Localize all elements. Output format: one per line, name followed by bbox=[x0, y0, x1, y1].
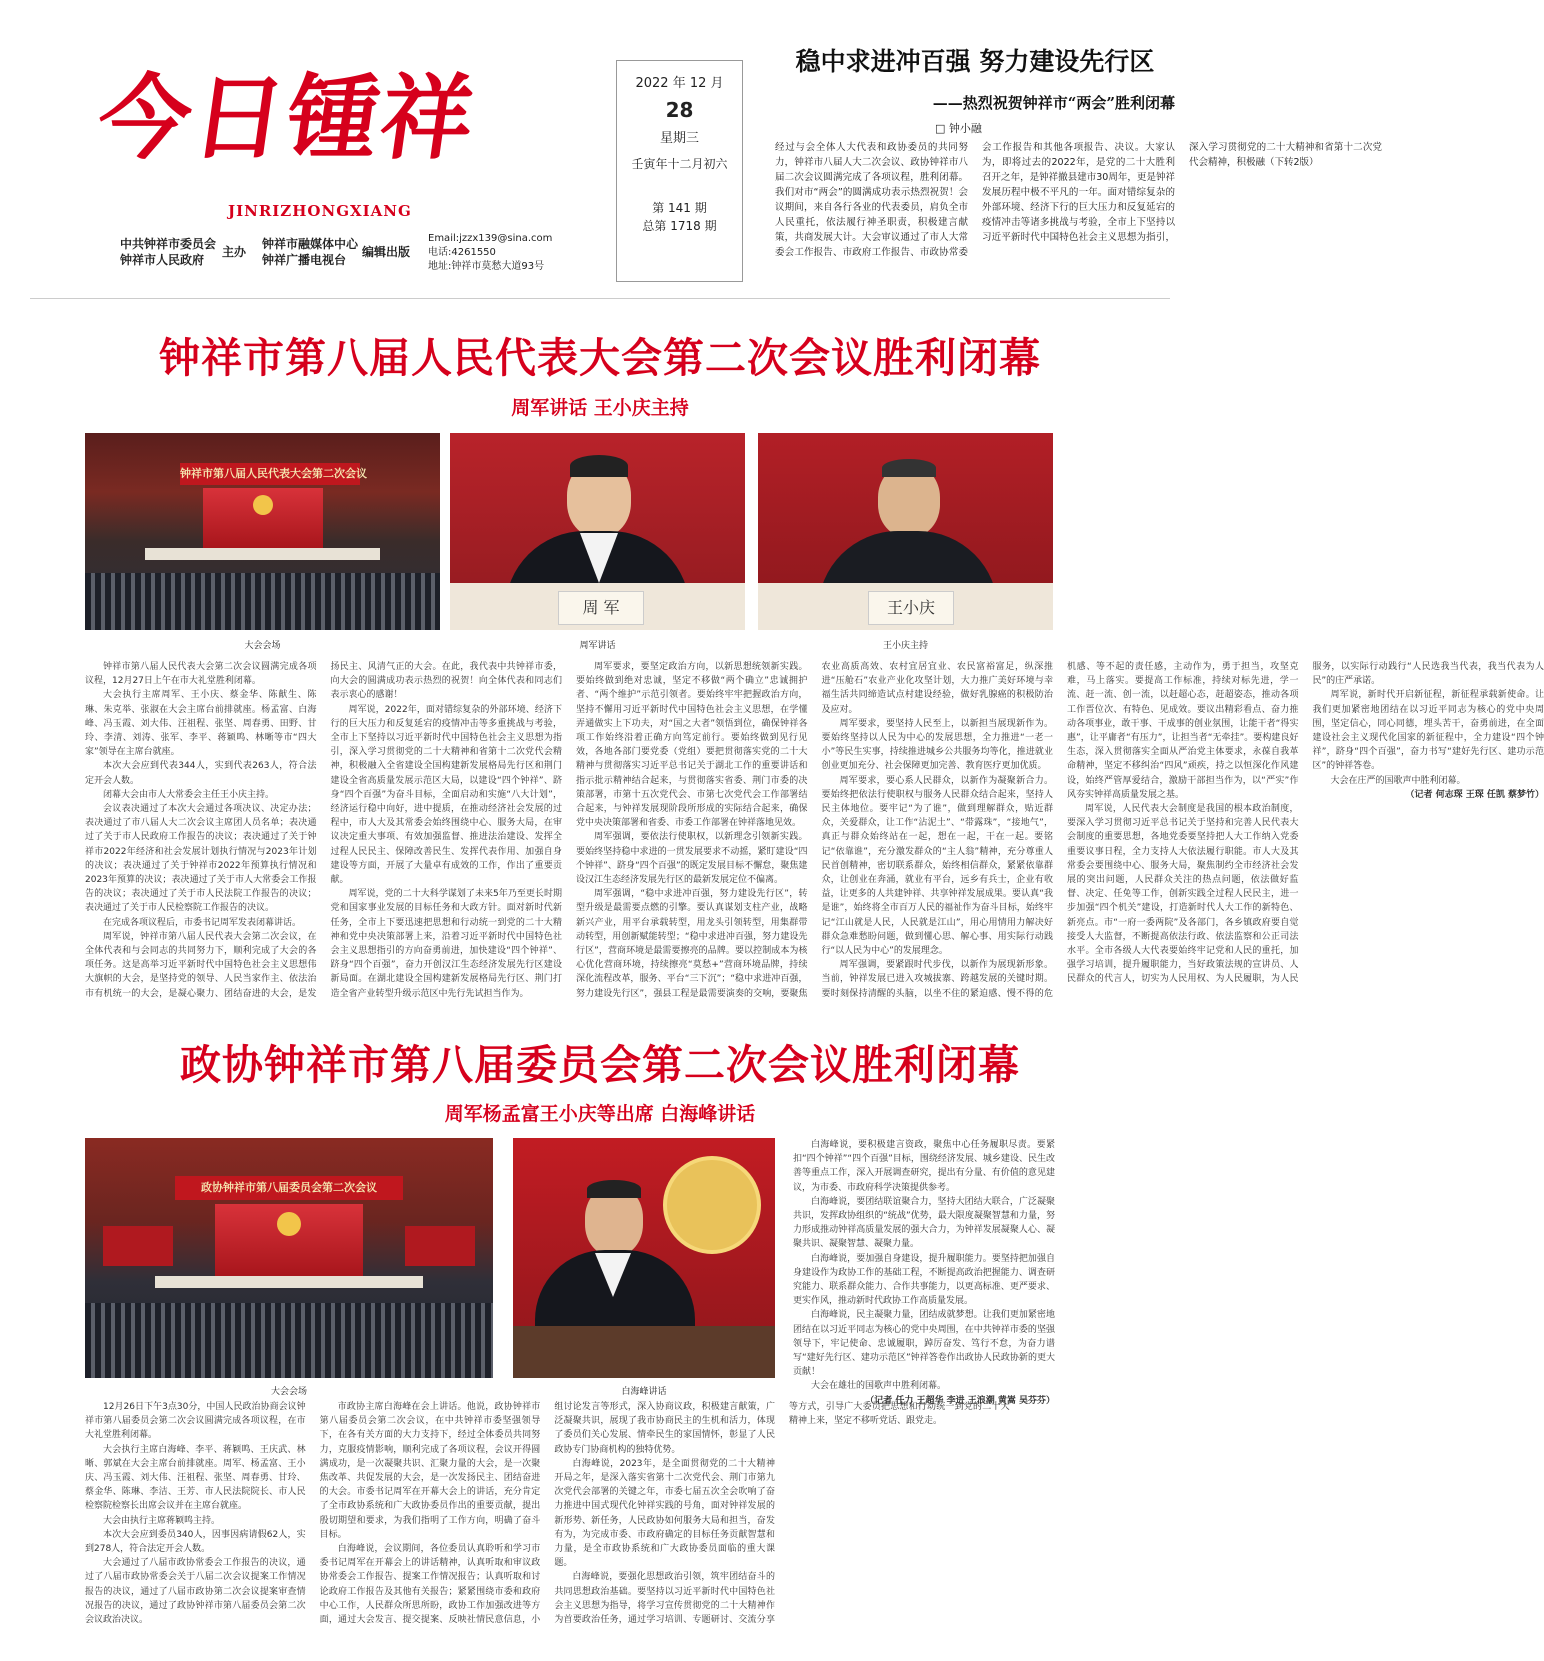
publisher-role: 编辑出版 bbox=[362, 245, 411, 259]
story1-paragraph: 周军说，钟祥市第八届人民代表大会第二次会议，在全体代表和与会同志的共同努力下，顺利完成了大会的各项任务。这是高举习近平新时代中国特色社会主义思想伟大旗帜的大会，是坚持党的领导、人民当家作主、依法治市有机统一的大会，是凝心聚力、团结奋进的大会，是发扬民主、风清气正的大会。在此，我代表中共钟祥市委，向大会的圆满成功表示热烈的祝贺！向全体代表和同志们表示衷心的感谢！ bbox=[85, 662, 562, 999]
story1-subhead: 周军讲话 王小庆主持 bbox=[511, 397, 689, 419]
speaker2-hair bbox=[587, 1180, 641, 1198]
story2-reporter: （记者 任力 王超华 李进 王浪潮 黄嵩 吴芬芬） bbox=[865, 1395, 1055, 1406]
story2-paragraph: 白海峰说，要强化思想政治引领，筑牢团结奋斗的共同思想政治基础。要坚持以习近平新时代中国特色社会主义思想为指导，将学习宣传贯彻党的二十大精神作为首要政治任务，通过学习培训、专题研讨、交流分享等方式，引导广大委员把思想和行动统一到党的二十大精神上来，坚定不移听党话、跟党走。 bbox=[554, 1402, 1010, 1626]
speaker-hair bbox=[570, 455, 628, 477]
story1-paragraph: 大会执行主席周军、王小庆、蔡金华、陈献生、陈琳、朱克举、张淑在大会主席台前排就座。杨孟富、白海峰、冯玉霞、刘大伟、汪祖程、张坚、周春勇、田野、甘玲、李清、刘涛、张军、李平、蒋颖鸣、林晰等市“四大家”领导在主席台就座。 bbox=[85, 690, 317, 758]
story2-paragraph: 白海峰说，2023年，是全面贯彻党的二十大精神开局之年，是深入落实省第十二次党代会、荆门市第九次党代会部署的关键之年，市委七届五次全会吹响了奋力推进中国式现代化钟祥实践的号角，面对钟祥发展的新形势、新任务，人民政协如何服务大局和担当，奋发有为，为完成市委、市政府确定的目标任务贡献智慧和力量，是全市政协系统和广大政协委员面临的重大课题。 bbox=[554, 1458, 775, 1569]
story1-paragraph: 钟祥市第八届人民代表大会第二次会议圆满完成各项议程，12月27日上午在市大礼堂胜利闭幕。 bbox=[85, 662, 317, 687]
story1-reporter: （记者 何志琛 王琛 任凯 蔡梦竹） bbox=[1405, 789, 1544, 800]
story2-paragraph: 白海峰说，要团结联谊聚合力，坚持大团结大联合，广泛凝聚共识，发挥政协组织的“统战”优势，最大限度凝聚智慧和力量，努力形成推动钟祥高质量发展的强大合力，为钟祥发展凝聚人心、凝聚共识、凝聚智慧、凝聚力量。 bbox=[793, 1196, 1055, 1250]
story1-photo-zhoujun bbox=[450, 433, 745, 630]
sponsor-role: 主办 bbox=[222, 245, 247, 259]
date-day: 28 bbox=[665, 98, 694, 122]
publishers bbox=[262, 236, 358, 268]
date-weekday: 星期三 bbox=[659, 131, 699, 146]
story1-caption-wangxiaoqing: 王小庆主持 bbox=[882, 641, 928, 651]
story1-headline: 钟祥市第八届人民代表大会第二次会议胜利闭幕 bbox=[159, 334, 1041, 382]
story1-paragraph: 周军要求，要心系人民群众，以新作为凝聚新合力。要始终把依法行使职权与服务人民群众结合起来，坚持人民主体地位。要牢记“为了谁”，做到理解群众，贴近群众，关爱群众，让工作“沾泥土”、“带露珠”，“接地气”，真正与群众始终站在一起，想在一起，干在一起。要铭记“依靠谁”，充分激发群众的“主人翁”精神，充分尊重人民首创精神，密切联系群众，始终相信群众，紧紧依靠群众，让创业在奔涌，就业有平台，远乡有兵士，企业有收益，让更多的人共建钟祥、共享钟祥发展成果。要认真“我是谁”，始终将全市百万人民的福祉作为奋斗目标，始终牢记“江山就是人民，人民就是江山”，用心用情用力解决好群众急难愁盼问题，做到懂心思、解心事、用实际行动践行“以人民为中心”的发展理念。 bbox=[821, 775, 1053, 957]
masthead-pinyin: JINRIZHONGXIANG bbox=[228, 202, 412, 220]
story1-paragraph: 周军强调，要紧跟时代步伐，以新作为展现新形象。当前，钟祥发展已进入攻城拔寨、跨越发展的关键时期。要时刻保持清醒的头脑，以坐不住的紧迫感、慢不得的危机感、等不起的责任感，主动作为，勇于担当，攻坚克难，马上落实。要提高工作标准，持续对标先进，学一流、赶一流、创一流，以赶超心态，赶超姿态，推动各项工作晋位次、有特色、见成效。要议出精彩看点、奋力推动各项事业，敢干事、干成事的创业氛围，让能干者“得实惠”，让平庸者“有压力”，让担当者“无牵挂”。要构建良好生态，深入贯彻落实全面从严治党主体要求，永葆自我革命精神，坚定不移纠治“四风”顽疾，持之以恒深化作风建设，始终严管厚爱结合，激励干部担当作为，以“严实”作风夯实钟祥高质量发展之基。 bbox=[821, 662, 1299, 999]
story1-photo-hall bbox=[85, 433, 440, 630]
story2-paragraph: 大会由执行主席蒋颖鸣主持。 bbox=[103, 1515, 221, 1526]
story2-headline: 政协钟祥市第八届委员会第二次会议胜利闭幕 bbox=[180, 1041, 1020, 1089]
contact-phone: 电话:4261550 bbox=[428, 247, 496, 258]
story2-paragraph: 12月26日下午3点30分，中国人民政治协商会议钟祥市第八届委员会第二次会议圆满完成各项议程，在市大礼堂胜利闭幕。 bbox=[85, 1402, 306, 1441]
story2-body-main bbox=[85, 1400, 1010, 1640]
contact-info bbox=[428, 232, 552, 274]
issue-number: 第 141 期 bbox=[652, 201, 707, 215]
sponsor-government: 钟祥市人民政府 bbox=[120, 253, 205, 267]
story1-body bbox=[85, 660, 1544, 1014]
cppcc-emblem-icon bbox=[277, 1212, 301, 1236]
lead-title: 稳中求进冲百强 努力建设先行区 bbox=[795, 47, 1155, 76]
story1-paragraph: 周军说，人民代表大会制度是我国的根本政治制度，要深入学习贯彻习近平总书记关于坚持和完善人民代表大会制度的重要思想，各地党委要坚持把人大工作纳入党委重要议事日程，全力支持人大依法履行职能。市人大及其常委会要围绕中心、服务大局，聚焦制约全市经济社会发展的突出问题，人民群众关注的热点问题，依法做好监督、决定、任免等工作，创新实践全过程人民民主，进一步加强“四个机关”建设，打造新时代人大工作的新特色、新亮点。市“一府一委两院”及各部门，各乡镇政府要自觉接受人大监督，不断提高依法行政、依法监察和公正司法水平。全市各级人大代表要始终牢记党和人民的重托，加强学习培训，提升履职能力，当好政策法规的宣讲员、人民群众的代言人，切实为人民用权、为人民履职，为人民服务，以实际行动践行“人民选我当代表，我当代表为人民”的庄严承诺。 bbox=[1067, 662, 1544, 985]
story2-paragraph: 大会执行主席白海峰、李平、蒋颖鸣、王庆武、林晰、郭斌在大会主席台前排就座。周军、杨孟富、王小庆、冯玉霞、刘大伟、汪祖程、张坚、周春勇、甘玲、蔡金华、陈琳、李洁、王芳、市人民法院院长、市人民检察院检察长出席会议并在主席台就座。 bbox=[85, 1444, 306, 1512]
story2-paragraph: 白海峰说，会议期间，各位委员认真聆听和学习市委书记周军在开幕会上的讲话精神，认真听取和审议政协常委会工作报告、提案工作情况报告；认真听取和讨论政府工作报告及其他有关报告；紧紧围绕市委和政府中心工作，人民群众所思所盼，政协工作加强改进等方面，通过大会发言、提交提案、反映社情民意信息，小组讨论发言等形式，深入协商议政，积极建言献策，广泛凝聚共识，展现了我市协商民主的生机和活力，体现了委员们关心发展、情牵民生的家国情怀，彰显了人民政协专门协商机构的独特优势。 bbox=[319, 1402, 775, 1626]
lead-byline: □ 钟小融 bbox=[935, 122, 982, 135]
date-year-month: 2022 年 12 月 bbox=[635, 76, 724, 91]
story1-photo-wangxiaoqing bbox=[758, 433, 1053, 630]
story2-audience bbox=[85, 1303, 493, 1378]
story1-paragraph: 周军说，2022年，面对错综复杂的外部环境、经济下行的巨大压力和反复延宕的疫情冲击等多重挑战与考验，全市上下坚持以习近平新时代中国特色社会主义思想为指引，深入学习贯彻党的二十大精神和省第十二次党代会精神，积极融入全省建设全国构建新发展格局先行区和荆门建设全省高质量发展示范区大局，以建设“四个钟祥”、跻身“四个百强”为奋斗目标，全面启动和实施“八大计划”，经济运行稳中向好，进中提质，在推动经济社会发展的过程中，市人大及其常委会始终围绕中心、服务大局，在审议决定重大事项、有效加强监督、推进法治建设、发挥全过程人民民主、保障改善民生、发挥代表作用、加强自身建设等方面，开展了大量卓有成效的工作，作出了重要贡献。 bbox=[330, 704, 562, 886]
story2-presidium-table bbox=[155, 1276, 423, 1288]
story1-paragraph: 周军要求，要坚持人民至上，以新担当展现新作为。要始终坚持以人民为中心的发展思想，全力推进“一老一小”等民生实事，持续推进城乡公共服务均等化，推进就业创业更加充分、社会保障更加完善、教育医疗更加优质。 bbox=[821, 718, 1053, 772]
host-hair bbox=[882, 459, 936, 477]
publisher-tv: 钟祥广播电视台 bbox=[262, 253, 347, 267]
story1-paragraph: 本次大会应到代表344人，实到代表263人，符合法定开会人数。 bbox=[85, 761, 317, 786]
contact-email: Email:jzzx139@sina.com bbox=[428, 233, 553, 244]
masthead-title: 今日锺祥 bbox=[91, 64, 483, 172]
story1-paragraph: 周军说，新时代开启新征程，新征程承载新使命。让我们更加紧密地团结在以习近平同志为核心的党中央周围，坚定信心，同心同德，埋头苦干，奋勇前进，在全面建设社会主义现代化国家的新征程中，全力建设“四个钟祥”，跻身“四个百强”，奋力书写“建好先行区、建功示范区”的钟祥答卷。 bbox=[1312, 690, 1544, 772]
story2-photo-baihaifeng bbox=[513, 1138, 775, 1378]
contact-address: 地址:钟祥市莫愁大道93号 bbox=[428, 261, 545, 272]
story1-hall-banner: 钟祥市第八届人民代表大会第二次会议 bbox=[180, 463, 360, 485]
lead-subtitle: ——热烈祝贺钟祥市“两会”胜利闭幕 bbox=[932, 94, 1175, 112]
story1-audience bbox=[85, 573, 440, 630]
national-emblem-icon bbox=[253, 495, 273, 515]
story1-presidium-table bbox=[145, 548, 380, 560]
story2-caption-hall: 大会会场 bbox=[270, 1387, 307, 1397]
story2-paragraph: 本次大会应到委员340人，因事因病请假62人，实到278人，符合法定开会人数。 bbox=[85, 1529, 306, 1555]
story2-body-side bbox=[793, 1138, 1055, 1640]
story1-paragraph: 会议表决通过了本次大会通过各项决议、决定办法；表决通过了市八届人大二次会议主席团人员名单；表决通过了关于市人民政府工作报告的决议；表决通过了关于钟祥市2022年经济和社会发展计划执行情况与2023年计划的决议；表决通过了关于钟祥市2022年预算执行情况和2023年预算的决议；表决通过了关于市人大常委会工作报告的决议；表决通过了关于市人民法院工作报告的决议；表决通过了关于市人民检察院工作报告的决议。 bbox=[85, 804, 317, 914]
story1-caption-hall: 大会会场 bbox=[244, 641, 281, 651]
story1-caption-zhoujun: 周军讲话 bbox=[579, 641, 616, 651]
story1-paragraph: 周军强调，要依法行使职权，以新理念引领新实践。要始终坚持稳中求进的一贯发展要求不动摇，紧盯建设“四个钟祥”、跻身“四个百强”的既定发展目标不懈怠，聚焦建设汉江生态经济发展先行区的最新发展定位不偏离。 bbox=[576, 832, 808, 886]
story2-paragraph: 白海峰说，要积极建言资政，聚焦中心任务履职尽责。要紧扣“四个钟祥”“四个百强”目标，围绕经济发展、城乡建设、民生改善等重点工作，深入开展调查研究，提出有分量、有价值的意见建议，为市委、市政府科学决策提供参考。 bbox=[793, 1140, 1055, 1193]
story1-paragraph: 周军要求，要坚定政治方向，以新思想统领新实践。要始终做到绝对忠诚，坚定不移做“两个确立”忠诚拥护者、“两个维护”示范引领者。要始终牢牢把握政治方向，坚持不懈用习近平新时代中国特色社会主义思想，在学懂弄通做实上下功夫，对“国之大者”领悟到位，确保钟祥各项工作始终沿着正确方向笃定前行。要始终做到见行见效，各地各部门要党委（党组）要把贯彻落实党的二十大精神与贯彻落实习近平总书记关于湖北工作的重要讲话和指示批示精神结合起来，与贯彻落实省委、荆门市委的决策部署，市第十五次党代会、市第七次党代会工作部署结合起来，与钟祥发展现阶段所形成的实际结合起来，确保党中央决策部署和省委、市委工作部署在钟祥落地见效。 bbox=[576, 662, 808, 829]
lead-body: 经过与会全体人大代表和政协委员的共同努力，钟祥市八届人大二次会议、政协钟祥市八届二次会议圆满完成了各项议程，胜利闭幕。我们对市“两会”的圆满成功表示热烈祝贺！会议期间，来自各行各业的代表委员，肩负全市人民重托，依法履行神圣职责，积极建言献策，共商发展大计。大会审议通过了市人大常委会工作报告、市政府工作报告、市政协常委会工作报告和其他各项报告、决议。大家认为，即将过去的2022年，是党的二十大胜利召开之年，是钟祥撤县建市30周年，更是钟祥发展历程中极不平凡的一年。面对错综复杂的外部环境、经济下行的巨大压力和反复延宕的疫情冲击等诸多挑战与考验，全市上下坚持以习近平新时代中国特色社会主义思想为指引，深入学习贯彻党的二十大精神和省第十二次党代会精神，积极融（下转2版） bbox=[775, 142, 1382, 258]
story1-paragraph: 在完成各项议程后，市委书记周军发表闭幕讲话。 bbox=[103, 917, 302, 928]
sponsor-party: 中共钟祥市委员会 bbox=[120, 237, 217, 251]
story1-paragraph: 大会在庄严的国歌声中胜利闭幕。 bbox=[1330, 775, 1466, 786]
sponsors bbox=[120, 236, 216, 268]
story2-paragraph: 白海峰说，民主凝聚力量，团结成就梦想。让我们更加紧密地团结在以习近平同志为核心的党中央周围，在中共钟祥市委的坚强领导下，牢记使命、忠诚履职，踔厉奋发、笃行不怠，为奋力谱写“建好先行区、建功示范区”钟祥答卷作出政协人民政协新的更大贡献！ bbox=[793, 1310, 1055, 1378]
story2-subhead: 周军杨孟富王小庆等出席 白海峰讲话 bbox=[444, 1103, 756, 1125]
date-lunar: 壬寅年十二月初六 bbox=[631, 157, 728, 171]
story1-paragraph: 闭幕大会由市人大常委会主任王小庆主持。 bbox=[103, 789, 275, 800]
side-screen-right bbox=[405, 1226, 475, 1266]
nameplate-wangxiaoqing: 王小庆 bbox=[868, 591, 954, 625]
nameplate-zhoujun: 周 军 bbox=[558, 591, 644, 625]
story2-hall-banner: 政协钟祥市第八届委员会第二次会议 bbox=[175, 1176, 403, 1200]
cppcc-logo-icon bbox=[663, 1156, 761, 1254]
story2-caption-baihaifeng: 白海峰讲话 bbox=[621, 1387, 667, 1397]
date-box bbox=[616, 60, 743, 282]
story2-paragraph: 大会通过了八届市政协常委会工作报告的决议，通过了八届市政协常委会关于八届二次会议提案工作情况报告的决议，通过了八届市政协第二次会议提案审查情况报告的决议，通过了政协钟祥市第八届委员会第二次会议政治决议。 bbox=[85, 1558, 306, 1626]
side-screen-left bbox=[103, 1226, 173, 1266]
story2-paragraph: 市政协主席白海峰在会上讲话。他说，政协钟祥市第八届委员会第二次会议，在中共钟祥市委坚强领导下，在各有关方面的大力支持下，经过全体委员共同努力，克服疫情影响，顺利完成了各项议程，会议开得圆满成功，是一次凝聚共识、汇聚力量的大会，是一次聚焦改革、共促发展的大会，是一次发扬民主、团结奋进的大会。市委书记周军在开幕大会上的讲话，充分肯定了全市政协系统和广大政协委员作出的重要贡献，提出殷切期望和要求，为我们指明了工作方向，明确了奋斗目标。 bbox=[319, 1402, 541, 1540]
masthead-divider bbox=[30, 298, 1170, 299]
story2-paragraph: 大会在雄壮的国歌声中胜利闭幕。 bbox=[811, 1381, 947, 1392]
publisher-media-center: 钟祥市融媒体中心 bbox=[262, 237, 359, 251]
story1-paragraph: 周军强调，“稳中求进冲百强，努力建设先行区”，转型升级是最需要点燃的引擎。要认真谋划支柱产业，战略新兴产业，用平台承载转型，用龙头引领转型，用集群带动转型，用创新赋能转型；“稳中求进冲百强，努力建设先行区”，营商环境是最需要擦亮的品牌。要以控制成本为核心优化营商环境，持续擦亮“莫愁+”营商环境品牌，持续深化流程改革，服务、平台“三下沉”；“稳中求进冲百强，努力建设先行区”，强县工程是最需要演奏的交响，要聚焦农业高质高效、农村宜居宜业、农民富裕富足，纵深推进“压舱石”农业产业化攻坚计划，大力推广美好环境与幸福生活共同缔造试点村建设经验，做好乳腺癌的积极防治及应对。 bbox=[576, 662, 1053, 999]
story2-paragraph: 白海峰说，要加强自身建设，提升履职能力。要坚持把加强自身建设作为政协工作的基础工程，不断提高政治把握能力、调查研究能力、联系群众能力、合作共事能力，以更高标准、更严要求、更实作风，推动新时代政协工作高质量发展。 bbox=[793, 1253, 1055, 1307]
story1-paragraph: 周军说，党的二十大科学谋划了未来5年乃至更长时期党和国家事业发展的目标任务和大政方针。面对新时代新任务，全市上下要迅速把思想和行动统一到党的二十大精神和党中央决策部署上来，沿着习近平新时代中国特色社会主义思想指引的方向奋勇前进，加快建设“四个钟祥”、跻身“四个百强”，奋力开创汉江生态经济发展先行区建设新局面。在湖北建设全国构建新发展格局先行区、荆门打造全省产业转型升级示范区中先行先试担当作为。 bbox=[330, 889, 562, 999]
podium bbox=[513, 1326, 775, 1378]
story2-photo-hall bbox=[85, 1138, 493, 1378]
issue-total: 总第 1718 期 bbox=[642, 219, 717, 233]
